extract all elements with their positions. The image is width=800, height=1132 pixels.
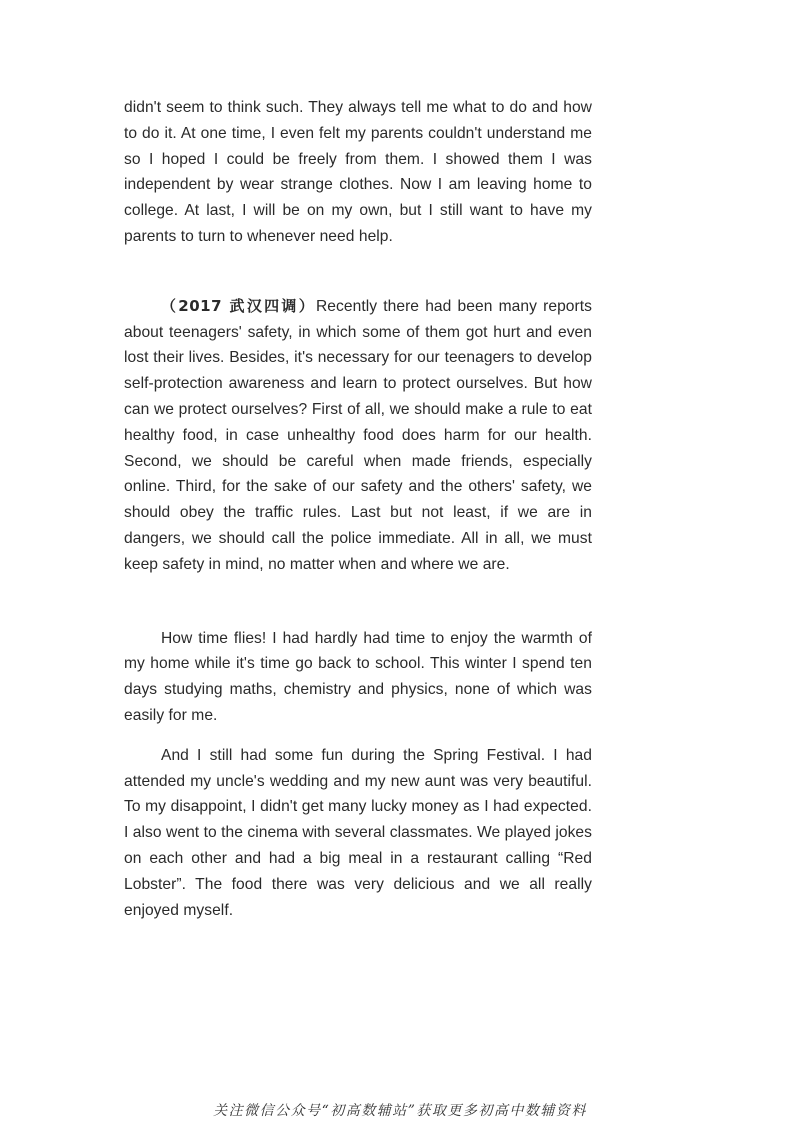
paragraph-parents-independence: didn't seem to think such. They always tell me what to do and how to do it. At one time, I even felt my parents couldn't understand me so I hoped I could be freely from them. I showed them I was independent by wear strange clothes. Now I am leaving home to college. At last, I will be on my own, but I still want to have my parents to turn to whenever need help. <box>124 99 592 245</box>
footer-watermark: 关注微信公众号“初高数辅站”获取更多初高中数辅资料 <box>213 1103 587 1119</box>
paragraph-winter-holiday: How time flies! I had hardly had time to enjoy the warmth of my home while it's time go back to school. This winter I spend ten days studying maths, chemistry and physics, none of which was easily for me. <box>124 629 592 724</box>
paragraph-teen-safety-text: Recently there had been many reports about teenagers' safety, in which some of them got hurt and even lost their lives. Besides, it's necessary for our teenagers to develop self-protection awareness and learn to protect ourselves. But how can we protect ourselves? First of all, we should make a rule to eat healthy food, in case unhealthy food does harm for our health. Second, we should be careful when made friends, especially online. Third, for the sake of our safety and the others' safety, we should obey the traffic rules. Last but not least, if we are in dangers, we should call the police immediate. All in all, we must keep safety in mind, no matter when and where we are. <box>124 297 592 573</box>
document-page <box>124 95 592 923</box>
paragraph-spring-festival: And I still had some fun during the Spring Festival. I had attended my uncle's wedding and my new aunt was very beautiful. To my disappoint, I didn't get many lucky money as I had expected. I also went to the cinema with several classmates. We played jokes on each other and had a big meal in a restaurant calling “Red Lobster”. The food there was very delicious and we all really enjoyed myself. <box>124 746 592 919</box>
source-citation: （2017 武汉四调） <box>161 296 316 315</box>
paragraph-teen-safety <box>124 294 592 578</box>
